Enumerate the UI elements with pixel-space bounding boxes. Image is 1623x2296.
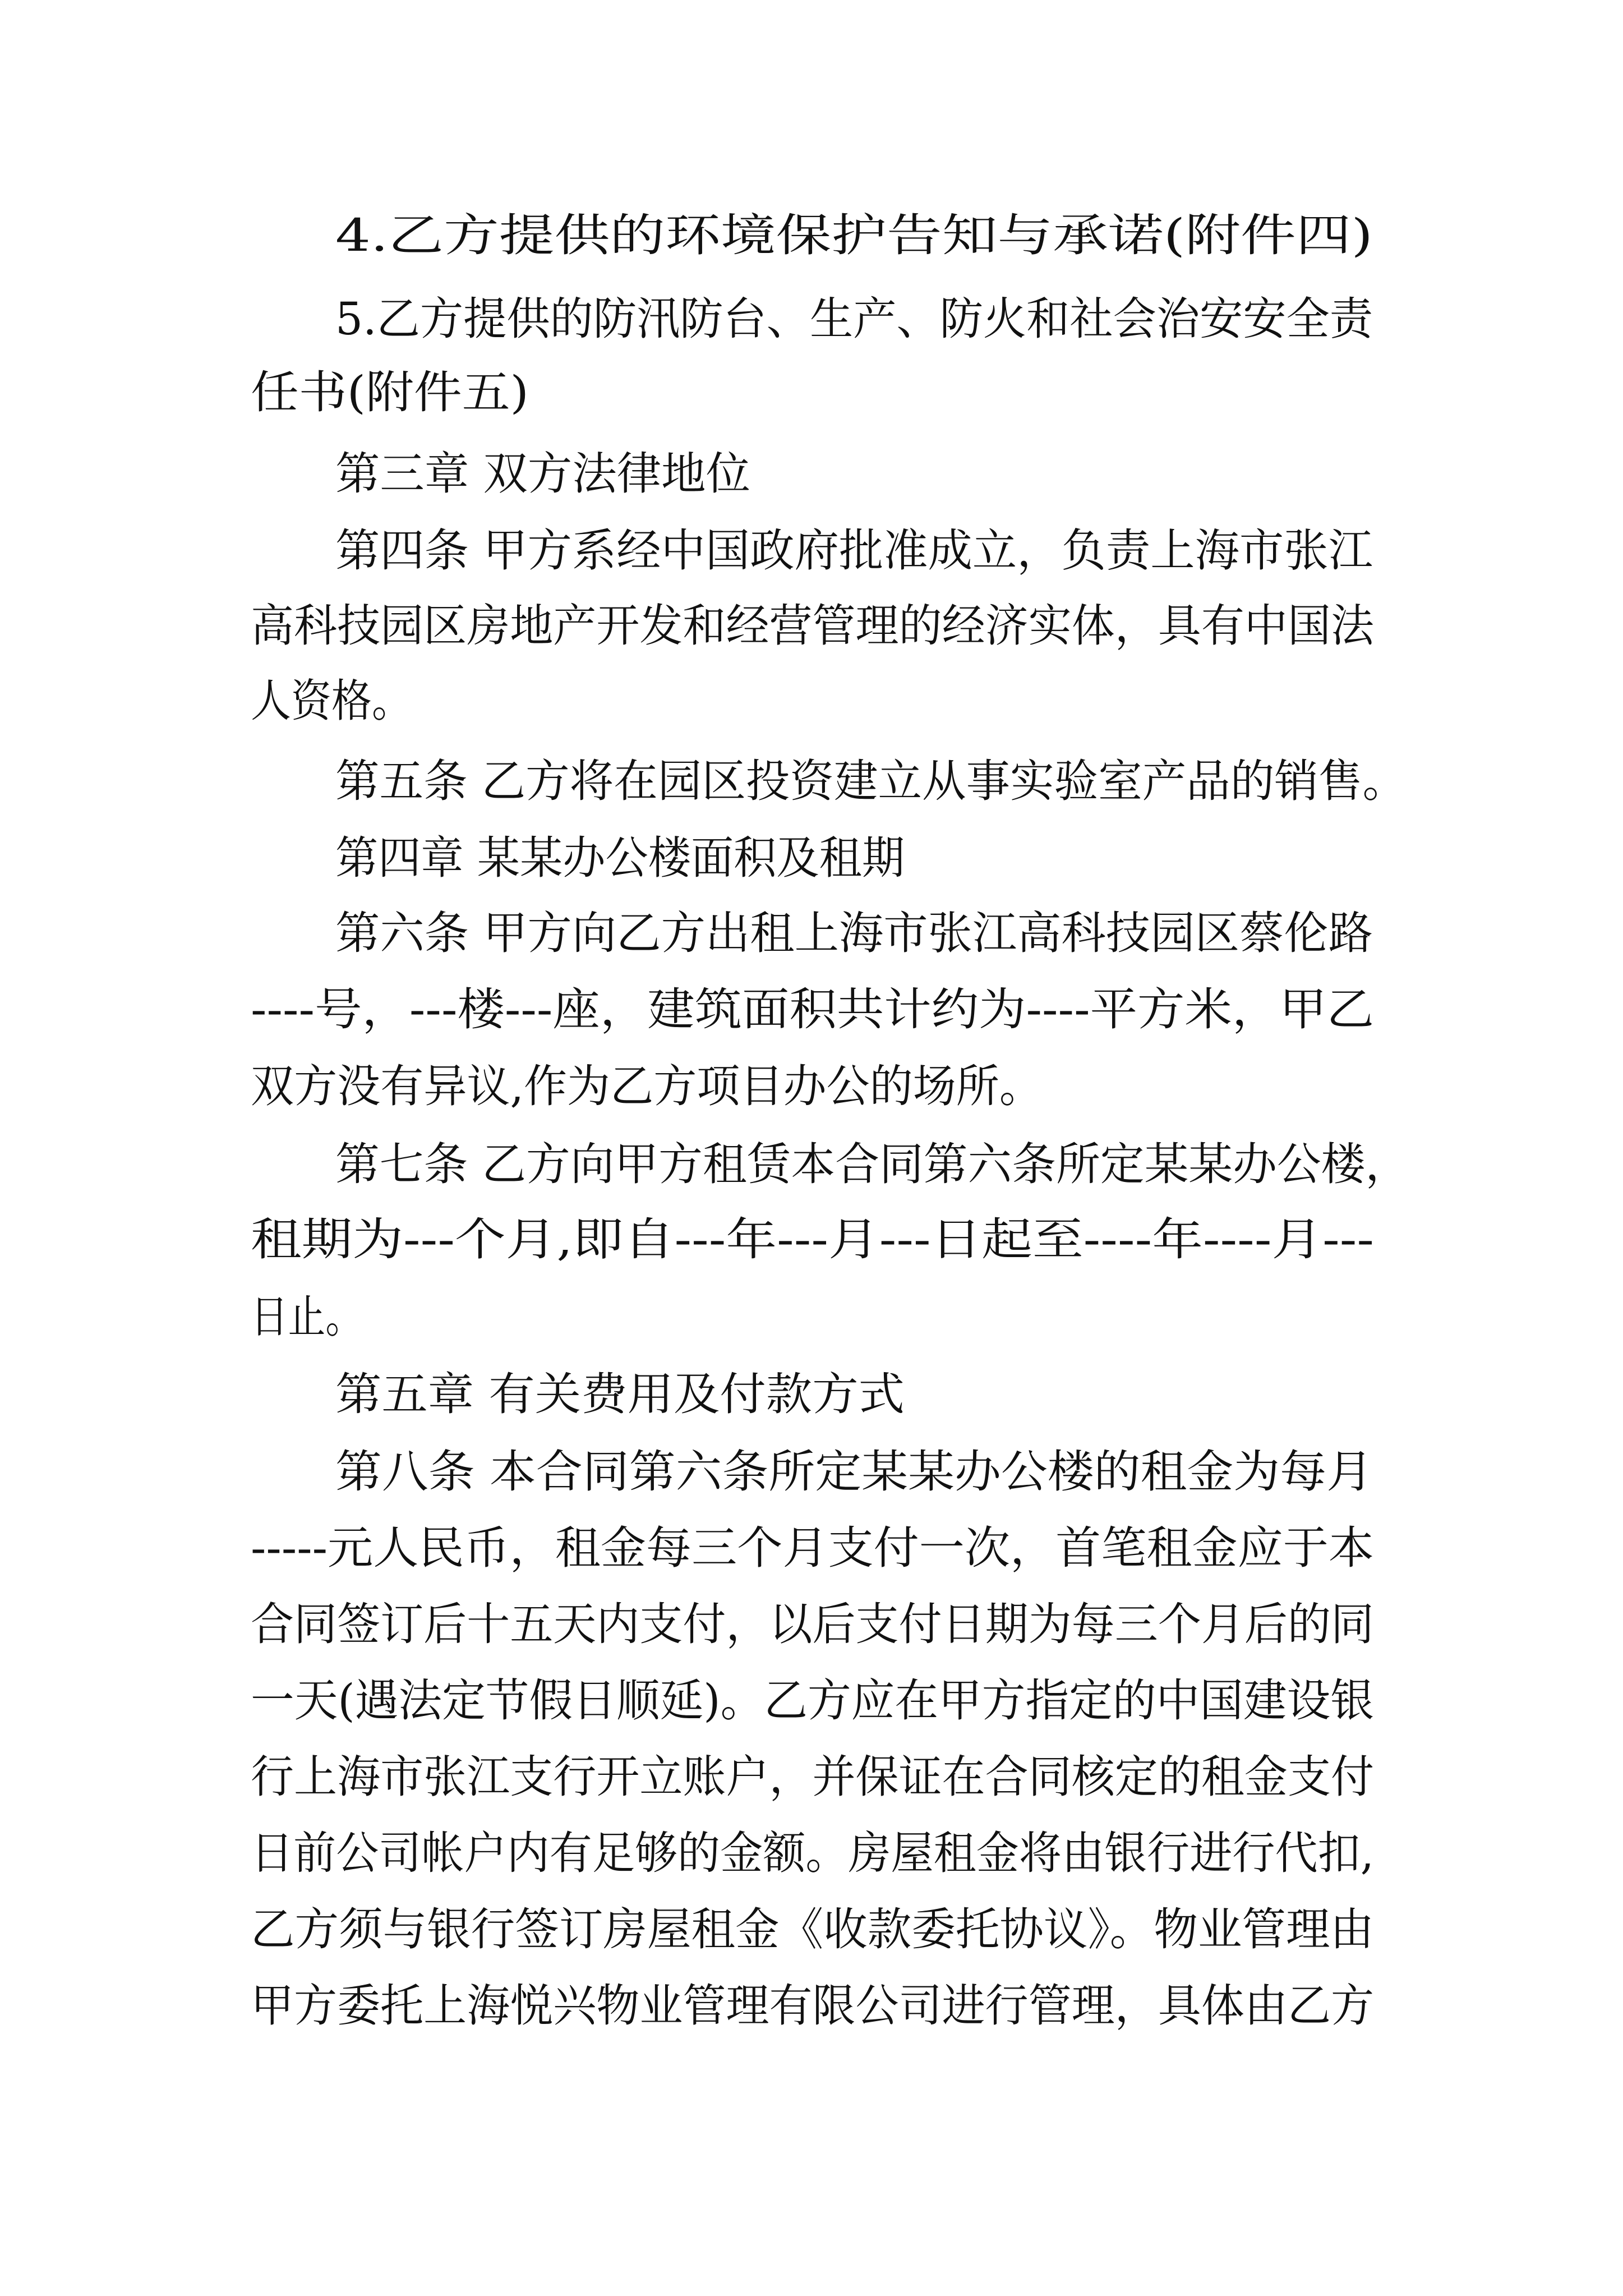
text-line: 第四条 甲方系经中国政府批准成立，负责上海市张江: [335, 524, 1373, 577]
text-line: 乙方须与银行签订房屋租金《收款委托协议》。物业管理由: [251, 1903, 1375, 1955]
text-line: ----号，---楼---座，建筑面积共计约为----平方米，甲乙: [251, 983, 1375, 1036]
chapter-heading: 第四章 某某办公楼面积及租期: [335, 832, 905, 884]
text-line: 日止。: [251, 1291, 363, 1343]
text-line: 行上海市张江支行开立账户，并保证在合同核定的租金支付: [251, 1751, 1375, 1803]
text-line: 日前公司帐户内有足够的金额。房屋租金将由银行进行代扣,: [251, 1827, 1374, 1879]
text-line: 第八条 本合同第六条所定某某办公楼的租金为每月: [335, 1446, 1373, 1498]
text-line: 双方没有异议,作为乙方项目办公的场所。: [251, 1060, 1043, 1112]
text-line: 一天(遇法定节假日顺延)。乙方应在甲方指定的中国建设银: [251, 1674, 1375, 1727]
chapter-heading: 第五章 有关费用及付款方式: [335, 1368, 905, 1420]
text-line: 高科技园区房地产开发和经营管理的经济实体，具有中国法: [251, 600, 1375, 652]
chapter-heading: 第三章 双方法律地位: [335, 448, 750, 500]
text-line: 任书(附件五): [251, 366, 529, 418]
text-line: 第七条 乙方向甲方租赁本合同第六条所定某某办公楼，: [335, 1138, 1410, 1190]
text-line: 第六条 甲方向乙方出租上海市张江高科技园区蔡伦路: [335, 907, 1373, 959]
text-line: 4.乙方提供的环境保护告知与承诺(附件四): [335, 209, 1373, 261]
text-line: 人资格。: [251, 675, 412, 727]
text-line: 5.乙方提供的防汛防台、生产、防火和社会治安安全责: [335, 293, 1373, 345]
text-line: -----元人民币，租金每三个月支付一次，首笔租金应于本: [251, 1522, 1375, 1574]
text-line: 租期为---个月,即自---年---月---日起至----年----月---: [251, 1213, 1375, 1266]
text-line: 第五条 乙方将在园区投资建立从事实验室产品的销售。: [335, 755, 1407, 807]
text-line: 合同签订后十五天内支付，以后支付日期为每三个月后的同: [251, 1598, 1375, 1650]
text-line: 甲方委托上海悦兴物业管理有限公司进行管理，具体由乙方: [251, 1980, 1375, 2032]
